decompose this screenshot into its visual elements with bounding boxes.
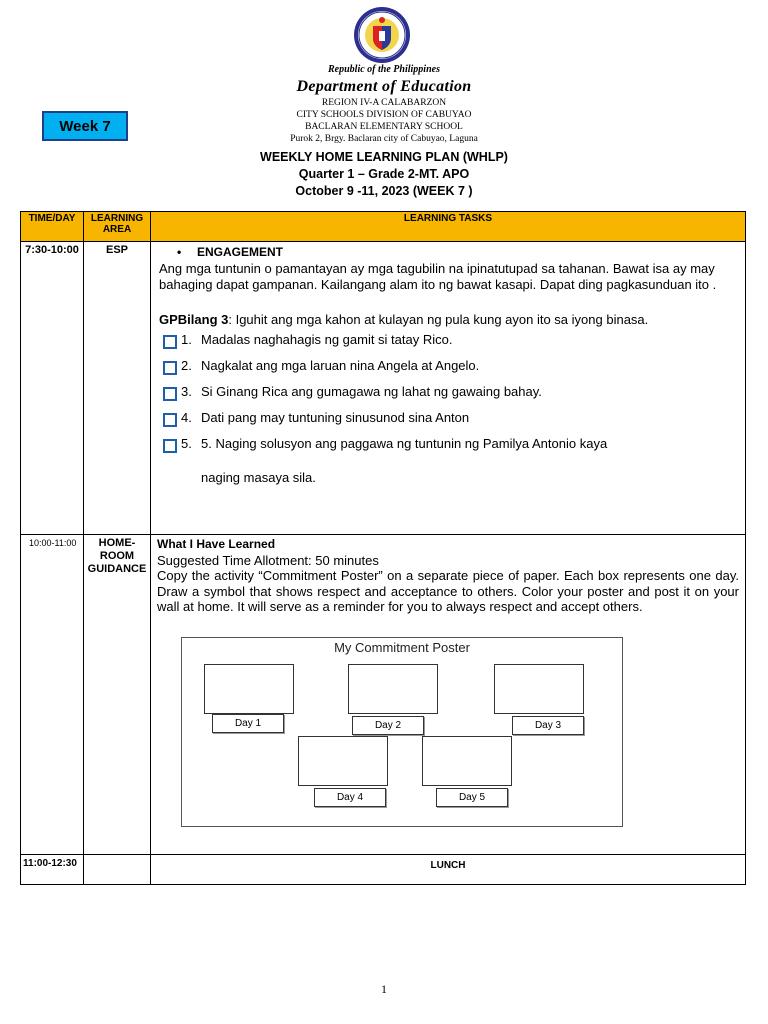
- list-item-text: Dati pang may tuntuning sinusunod sina Anton: [201, 410, 470, 425]
- list-item: 1. Madalas naghahagis ng gamit si tatay Rico.: [159, 332, 745, 358]
- plan-dates: October 9 -11, 2023 (WEEK 7 ): [295, 184, 473, 198]
- plan-quarter-grade: Quarter 1 – Grade 2-MT. APO: [298, 167, 470, 181]
- row-time: 10:00-11:00: [21, 535, 84, 855]
- deped-seal: [353, 6, 411, 64]
- day-box: [298, 736, 388, 786]
- checkbox-icon[interactable]: [163, 361, 177, 375]
- day-label: Day 5: [436, 788, 508, 807]
- list-item: 2. Nagkalat ang mga laruan nina Angela at Angelo.: [159, 358, 745, 384]
- table-row: [21, 242, 746, 535]
- row-area: HOME-ROOM GUIDANCE: [84, 535, 151, 855]
- table-row: [21, 855, 746, 885]
- list-item-text: 5. Naging solusyon ang paggawa ng tuntunin ng Pamilya Antonio kaya: [201, 436, 608, 451]
- list-item-text: Madalas naghahagis ng gamit si tatay Rico.: [201, 332, 453, 347]
- header-address: Purok 2, Brgy. Baclaran city of Cabuyao, Laguna: [290, 134, 478, 144]
- list-item-text: Nagkalat ang mga laruan nina Angela at Angelo.: [201, 358, 480, 373]
- row-tasks: [151, 535, 746, 855]
- day-label: Day 1: [212, 714, 284, 733]
- learning-plan-table: [20, 211, 746, 885]
- row-time: 11:00-12:30: [21, 855, 84, 885]
- list-item: 4. Dati pang may tuntuning sinusunod sina Anton: [159, 410, 745, 436]
- lunch-label: LUNCH: [151, 855, 746, 885]
- header-division: CITY SCHOOLS DIVISION OF CABUYAO: [296, 110, 472, 120]
- day-box: [494, 664, 584, 714]
- poster-title: My Commitment Poster: [334, 639, 470, 655]
- gp-text: : Iguhit ang mga kahon at kulayan ng pula kung ayon ito sa iyong binasa.: [228, 311, 649, 327]
- day-label: Day 4: [314, 788, 386, 807]
- header-learning-area: LEARNING AREA: [84, 212, 151, 242]
- checkbox-icon[interactable]: [163, 439, 177, 453]
- section-heading: What I Have Learned: [157, 537, 276, 551]
- row-time: 7:30-10:00: [21, 242, 84, 535]
- gp-instruction: [159, 312, 745, 329]
- checkbox-icon[interactable]: [163, 387, 177, 401]
- plan-title: WEEKLY HOME LEARNING PLAN (WHLP): [260, 150, 508, 164]
- list-item: 5. 5. Naging solusyon ang paggawa ng tuntunin ng Pamilya Antonio kaya: [159, 436, 745, 462]
- day-box: [204, 664, 294, 714]
- activity-instructions: Copy the activity “Commitment Poster” on a separate piece of paper. Each box represents one day. Draw a symbol that shows respect and acceptance to others. Color your poster and post it on your wall at home. It will serve as a reminder for you to always respect and accept others.: [157, 568, 739, 614]
- table-row: [21, 535, 746, 855]
- row-area: ESP: [84, 242, 151, 535]
- page-number: 1: [381, 982, 387, 996]
- row-tasks: [151, 242, 746, 535]
- header-school: BACLARAN ELEMENTARY SCHOOL: [305, 122, 463, 132]
- list-item-continuation: naging masaya sila.: [201, 470, 316, 485]
- day-box: [422, 736, 512, 786]
- header-department: Department of Education: [296, 78, 472, 95]
- day-label: Day 2: [352, 716, 424, 735]
- checkbox-icon[interactable]: [163, 413, 177, 427]
- checkbox-icon[interactable]: [163, 335, 177, 349]
- header-region: REGION IV-A CALABARZON: [321, 98, 447, 108]
- checklist: [159, 332, 745, 494]
- engagement-heading: • ENGAGEMENT: [177, 244, 745, 261]
- list-item-text: Si Ginang Rica ang gumagawa ng lahat ng gawaing bahay.: [201, 384, 542, 399]
- day-box: [348, 664, 438, 714]
- row-area-empty: [84, 855, 151, 885]
- header-republic: Republic of the Philippines: [328, 64, 440, 75]
- gp-label: GPBilang 3: [159, 311, 229, 327]
- commitment-poster: [181, 637, 623, 827]
- week-badge: Week 7: [42, 111, 128, 141]
- engagement-paragraph: Ang mga tuntunin o pamantayan ay mga tagubilin na ipinatutupad sa tahanan. Bawat isa ay may bahaging dapat gampanan. Kailangang alam ito ng bawat kasapi. Dapat ding pagkasunduan ito .: [159, 260, 717, 292]
- day-label: Day 3: [512, 716, 584, 735]
- header-time-day: TIME/DAY: [21, 212, 84, 242]
- list-item: 3. Si Ginang Rica ang gumagawa ng lahat ng gawaing bahay.: [159, 384, 745, 410]
- time-allotment: Suggested Time Allotment: 50 minutes: [157, 552, 379, 568]
- header-learning-tasks: LEARNING TASKS: [151, 212, 746, 242]
